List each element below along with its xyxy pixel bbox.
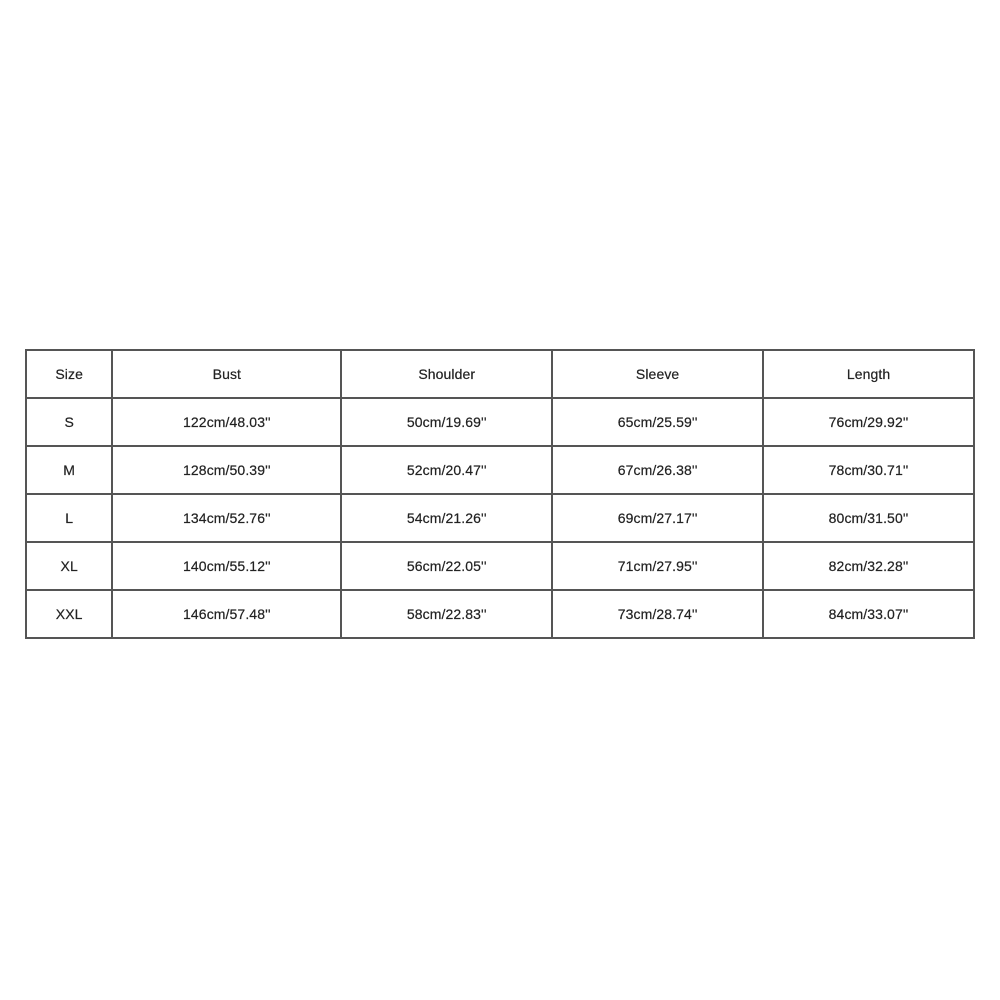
cell-bust: 122cm/48.03''	[112, 398, 341, 446]
cell-bust: 146cm/57.48''	[112, 590, 341, 638]
cell-length: 84cm/33.07''	[763, 590, 974, 638]
cell-shoulder: 50cm/19.69''	[341, 398, 552, 446]
cell-length: 78cm/30.71''	[763, 446, 974, 494]
cell-shoulder: 52cm/20.47''	[341, 446, 552, 494]
size-chart-table	[25, 349, 975, 639]
header-sleeve: Sleeve	[552, 350, 763, 398]
header-row	[26, 350, 974, 398]
cell-size: S	[26, 398, 112, 446]
header-size: Size	[26, 350, 112, 398]
table-row	[26, 494, 974, 542]
cell-size: L	[26, 494, 112, 542]
table-row	[26, 398, 974, 446]
table-row	[26, 446, 974, 494]
cell-shoulder: 58cm/22.83''	[341, 590, 552, 638]
table-row	[26, 542, 974, 590]
cell-bust: 140cm/55.12''	[112, 542, 341, 590]
header-length: Length	[763, 350, 974, 398]
table-row	[26, 590, 974, 638]
cell-size: M	[26, 446, 112, 494]
cell-sleeve: 69cm/27.17''	[552, 494, 763, 542]
cell-size: XL	[26, 542, 112, 590]
cell-sleeve: 71cm/27.95''	[552, 542, 763, 590]
cell-sleeve: 67cm/26.38''	[552, 446, 763, 494]
cell-shoulder: 54cm/21.26''	[341, 494, 552, 542]
cell-bust: 134cm/52.76''	[112, 494, 341, 542]
cell-length: 80cm/31.50''	[763, 494, 974, 542]
cell-bust: 128cm/50.39''	[112, 446, 341, 494]
cell-size: XXL	[26, 590, 112, 638]
header-bust: Bust	[112, 350, 341, 398]
cell-shoulder: 56cm/22.05''	[341, 542, 552, 590]
header-shoulder: Shoulder	[341, 350, 552, 398]
cell-sleeve: 73cm/28.74''	[552, 590, 763, 638]
cell-length: 82cm/32.28''	[763, 542, 974, 590]
cell-sleeve: 65cm/25.59''	[552, 398, 763, 446]
cell-length: 76cm/29.92''	[763, 398, 974, 446]
